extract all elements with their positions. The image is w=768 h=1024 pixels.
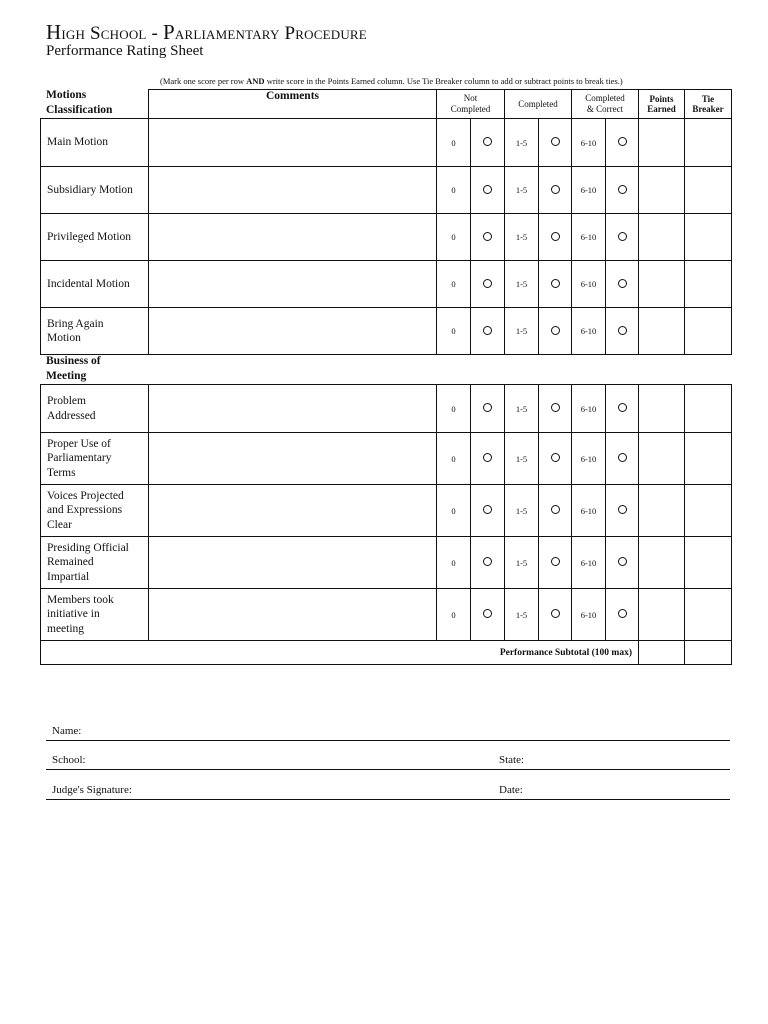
completed-radio[interactable]	[539, 433, 572, 485]
points-earned-cell[interactable]	[639, 589, 685, 641]
not-completed-score: 0	[437, 485, 471, 537]
comments-cell[interactable]	[149, 308, 437, 355]
subtotal-points-cell[interactable]	[639, 641, 685, 665]
completed-radio[interactable]	[539, 385, 572, 433]
completed-correct-score: 6-10	[572, 385, 606, 433]
tie-breaker-header: Tie Breaker	[685, 90, 732, 119]
comments-cell[interactable]	[149, 433, 437, 485]
completed-score: 1-5	[505, 167, 539, 214]
not-completed-header: Not Completed	[437, 90, 505, 119]
radio-circle-icon	[551, 403, 560, 412]
tie-breaker-cell[interactable]	[685, 537, 732, 589]
subtotal-row	[41, 641, 732, 665]
points-earned-cell[interactable]	[639, 485, 685, 537]
tie-breaker-cell[interactable]	[685, 308, 732, 355]
completed-radio[interactable]	[539, 261, 572, 308]
not-completed-radio[interactable]	[471, 308, 505, 355]
completed-correct-score: 6-10	[572, 214, 606, 261]
points-earned-cell[interactable]	[639, 308, 685, 355]
rating-row	[41, 261, 732, 308]
not-completed-radio[interactable]	[471, 119, 505, 167]
not-completed-score: 0	[437, 433, 471, 485]
not-completed-score: 0	[437, 167, 471, 214]
tie-breaker-cell[interactable]	[685, 385, 732, 433]
subtotal-tie-breaker-cell[interactable]	[685, 641, 732, 665]
points-earned-cell[interactable]	[639, 167, 685, 214]
comments-cell[interactable]	[149, 589, 437, 641]
not-completed-radio[interactable]	[471, 433, 505, 485]
signature-date-line[interactable]	[46, 799, 730, 800]
radio-circle-icon	[483, 279, 492, 288]
completed-correct-score: 6-10	[572, 537, 606, 589]
completed-correct-score: 6-10	[572, 261, 606, 308]
radio-circle-icon	[618, 185, 627, 194]
radio-circle-icon	[551, 453, 560, 462]
completed-correct-radio[interactable]	[606, 308, 639, 355]
completed-score: 1-5	[505, 589, 539, 641]
points-earned-header: Points Earned	[639, 90, 685, 119]
criterion-label: Presiding Official Remained Impartial	[41, 537, 149, 589]
comments-cell[interactable]	[149, 485, 437, 537]
not-completed-radio[interactable]	[471, 385, 505, 433]
radio-circle-icon	[551, 232, 560, 241]
motions-table	[40, 118, 732, 355]
radio-circle-icon	[551, 326, 560, 335]
comments-cell[interactable]	[149, 214, 437, 261]
radio-circle-icon	[483, 557, 492, 566]
radio-circle-icon	[551, 505, 560, 514]
not-completed-radio[interactable]	[471, 261, 505, 308]
not-completed-radio[interactable]	[471, 485, 505, 537]
radio-circle-icon	[618, 326, 627, 335]
completed-radio[interactable]	[539, 308, 572, 355]
tie-breaker-cell[interactable]	[685, 589, 732, 641]
completed-radio[interactable]	[539, 167, 572, 214]
comments-cell[interactable]	[149, 537, 437, 589]
completed-score: 1-5	[505, 261, 539, 308]
rating-row	[41, 485, 732, 537]
radio-circle-icon	[483, 326, 492, 335]
completed-score: 1-5	[505, 214, 539, 261]
radio-circle-icon	[551, 557, 560, 566]
not-completed-score: 0	[437, 589, 471, 641]
completed-radio[interactable]	[539, 214, 572, 261]
criterion-label: Voices Projected and Expressions Clear	[41, 485, 149, 537]
points-earned-cell[interactable]	[639, 119, 685, 167]
completed-radio[interactable]	[539, 119, 572, 167]
radio-circle-icon	[618, 403, 627, 412]
school-state-line[interactable]	[46, 769, 730, 770]
radio-circle-icon	[551, 137, 560, 146]
subtotal-label: Performance Subtotal (100 max)	[41, 641, 639, 665]
completed-correct-header: Completed & Correct	[572, 90, 639, 119]
radio-circle-icon	[551, 185, 560, 194]
not-completed-radio[interactable]	[471, 537, 505, 589]
rating-row	[41, 537, 732, 589]
rating-row	[41, 308, 732, 355]
comments-header: Comments	[149, 90, 437, 119]
header-table	[148, 89, 732, 119]
tie-breaker-cell[interactable]	[685, 485, 732, 537]
motions-classification-header: Motions Classification	[46, 89, 113, 116]
radio-circle-icon	[618, 232, 627, 241]
page-subtitle: Performance Rating Sheet	[46, 43, 204, 59]
completed-header: Completed	[505, 90, 572, 119]
tie-breaker-cell[interactable]	[685, 214, 732, 261]
radio-circle-icon	[483, 137, 492, 146]
completed-correct-score: 6-10	[572, 433, 606, 485]
completed-score: 1-5	[505, 385, 539, 433]
radio-circle-icon	[483, 609, 492, 618]
criterion-label: Members took initiative in meeting	[41, 589, 149, 641]
name-line[interactable]	[46, 740, 730, 741]
rating-row	[41, 433, 732, 485]
rating-row	[41, 119, 732, 167]
criterion-label: Main Motion	[41, 119, 149, 167]
completed-correct-score: 6-10	[572, 485, 606, 537]
instructions: (Mark one score per row AND write score in the Points Earned column. Use Tie Breaker column to add or subtract points to break ties.)	[160, 76, 623, 86]
not-completed-score: 0	[437, 261, 471, 308]
points-earned-cell[interactable]	[639, 214, 685, 261]
completed-score: 1-5	[505, 537, 539, 589]
criterion-label: Privileged Motion	[41, 214, 149, 261]
radio-circle-icon	[483, 232, 492, 241]
radio-circle-icon	[551, 609, 560, 618]
completed-correct-radio[interactable]	[606, 537, 639, 589]
rating-row	[41, 385, 732, 433]
completed-correct-radio[interactable]	[606, 261, 639, 308]
comments-cell[interactable]	[149, 261, 437, 308]
business-table	[40, 384, 732, 665]
completed-correct-radio[interactable]	[606, 589, 639, 641]
rating-row	[41, 167, 732, 214]
tie-breaker-cell[interactable]	[685, 167, 732, 214]
rating-row	[41, 214, 732, 261]
completed-correct-score: 6-10	[572, 167, 606, 214]
completed-score: 1-5	[505, 485, 539, 537]
points-earned-cell[interactable]	[639, 385, 685, 433]
completed-correct-radio[interactable]	[606, 433, 639, 485]
radio-circle-icon	[483, 505, 492, 514]
completed-correct-radio[interactable]	[606, 485, 639, 537]
not-completed-score: 0	[437, 385, 471, 433]
points-earned-cell[interactable]	[639, 537, 685, 589]
comments-cell[interactable]	[149, 167, 437, 214]
radio-circle-icon	[483, 453, 492, 462]
completed-correct-radio[interactable]	[606, 119, 639, 167]
points-earned-cell[interactable]	[639, 433, 685, 485]
comments-cell[interactable]	[149, 119, 437, 167]
criterion-label: Bring Again Motion	[41, 308, 149, 355]
name-label: Name:	[52, 725, 82, 737]
points-earned-cell[interactable]	[639, 261, 685, 308]
criterion-label: Problem Addressed	[41, 385, 149, 433]
completed-correct-radio[interactable]	[606, 385, 639, 433]
completed-radio[interactable]	[539, 485, 572, 537]
not-completed-radio[interactable]	[471, 214, 505, 261]
not-completed-score: 0	[437, 537, 471, 589]
completed-score: 1-5	[505, 308, 539, 355]
completed-correct-score: 6-10	[572, 589, 606, 641]
completed-radio[interactable]	[539, 537, 572, 589]
completed-correct-radio[interactable]	[606, 214, 639, 261]
completed-score: 1-5	[505, 433, 539, 485]
page-title: High School - Parliamentary Procedure	[46, 20, 367, 44]
tie-breaker-cell[interactable]	[685, 261, 732, 308]
not-completed-score: 0	[437, 119, 471, 167]
radio-circle-icon	[618, 609, 627, 618]
completed-correct-score: 6-10	[572, 308, 606, 355]
completed-radio[interactable]	[539, 589, 572, 641]
tie-breaker-cell[interactable]	[685, 433, 732, 485]
criterion-label: Incidental Motion	[41, 261, 149, 308]
not-completed-score: 0	[437, 308, 471, 355]
radio-circle-icon	[483, 185, 492, 194]
completed-score: 1-5	[505, 119, 539, 167]
business-of-meeting-header: Business of Meeting	[46, 355, 101, 382]
tie-breaker-cell[interactable]	[685, 119, 732, 167]
judge-signature-label: Judge's Signature:	[52, 784, 132, 796]
radio-circle-icon	[618, 557, 627, 566]
completed-correct-radio[interactable]	[606, 167, 639, 214]
radio-circle-icon	[618, 137, 627, 146]
date-label: Date:	[499, 784, 523, 796]
school-label: School:	[52, 754, 86, 766]
criterion-label: Proper Use of Parliamentary Terms	[41, 433, 149, 485]
state-label: State:	[499, 754, 525, 766]
criterion-label: Subsidiary Motion	[41, 167, 149, 214]
rating-row	[41, 589, 732, 641]
radio-circle-icon	[618, 279, 627, 288]
radio-circle-icon	[551, 279, 560, 288]
radio-circle-icon	[618, 505, 627, 514]
radio-circle-icon	[483, 403, 492, 412]
not-completed-score: 0	[437, 214, 471, 261]
completed-correct-score: 6-10	[572, 119, 606, 167]
radio-circle-icon	[618, 453, 627, 462]
not-completed-radio[interactable]	[471, 167, 505, 214]
comments-cell[interactable]	[149, 385, 437, 433]
not-completed-radio[interactable]	[471, 589, 505, 641]
